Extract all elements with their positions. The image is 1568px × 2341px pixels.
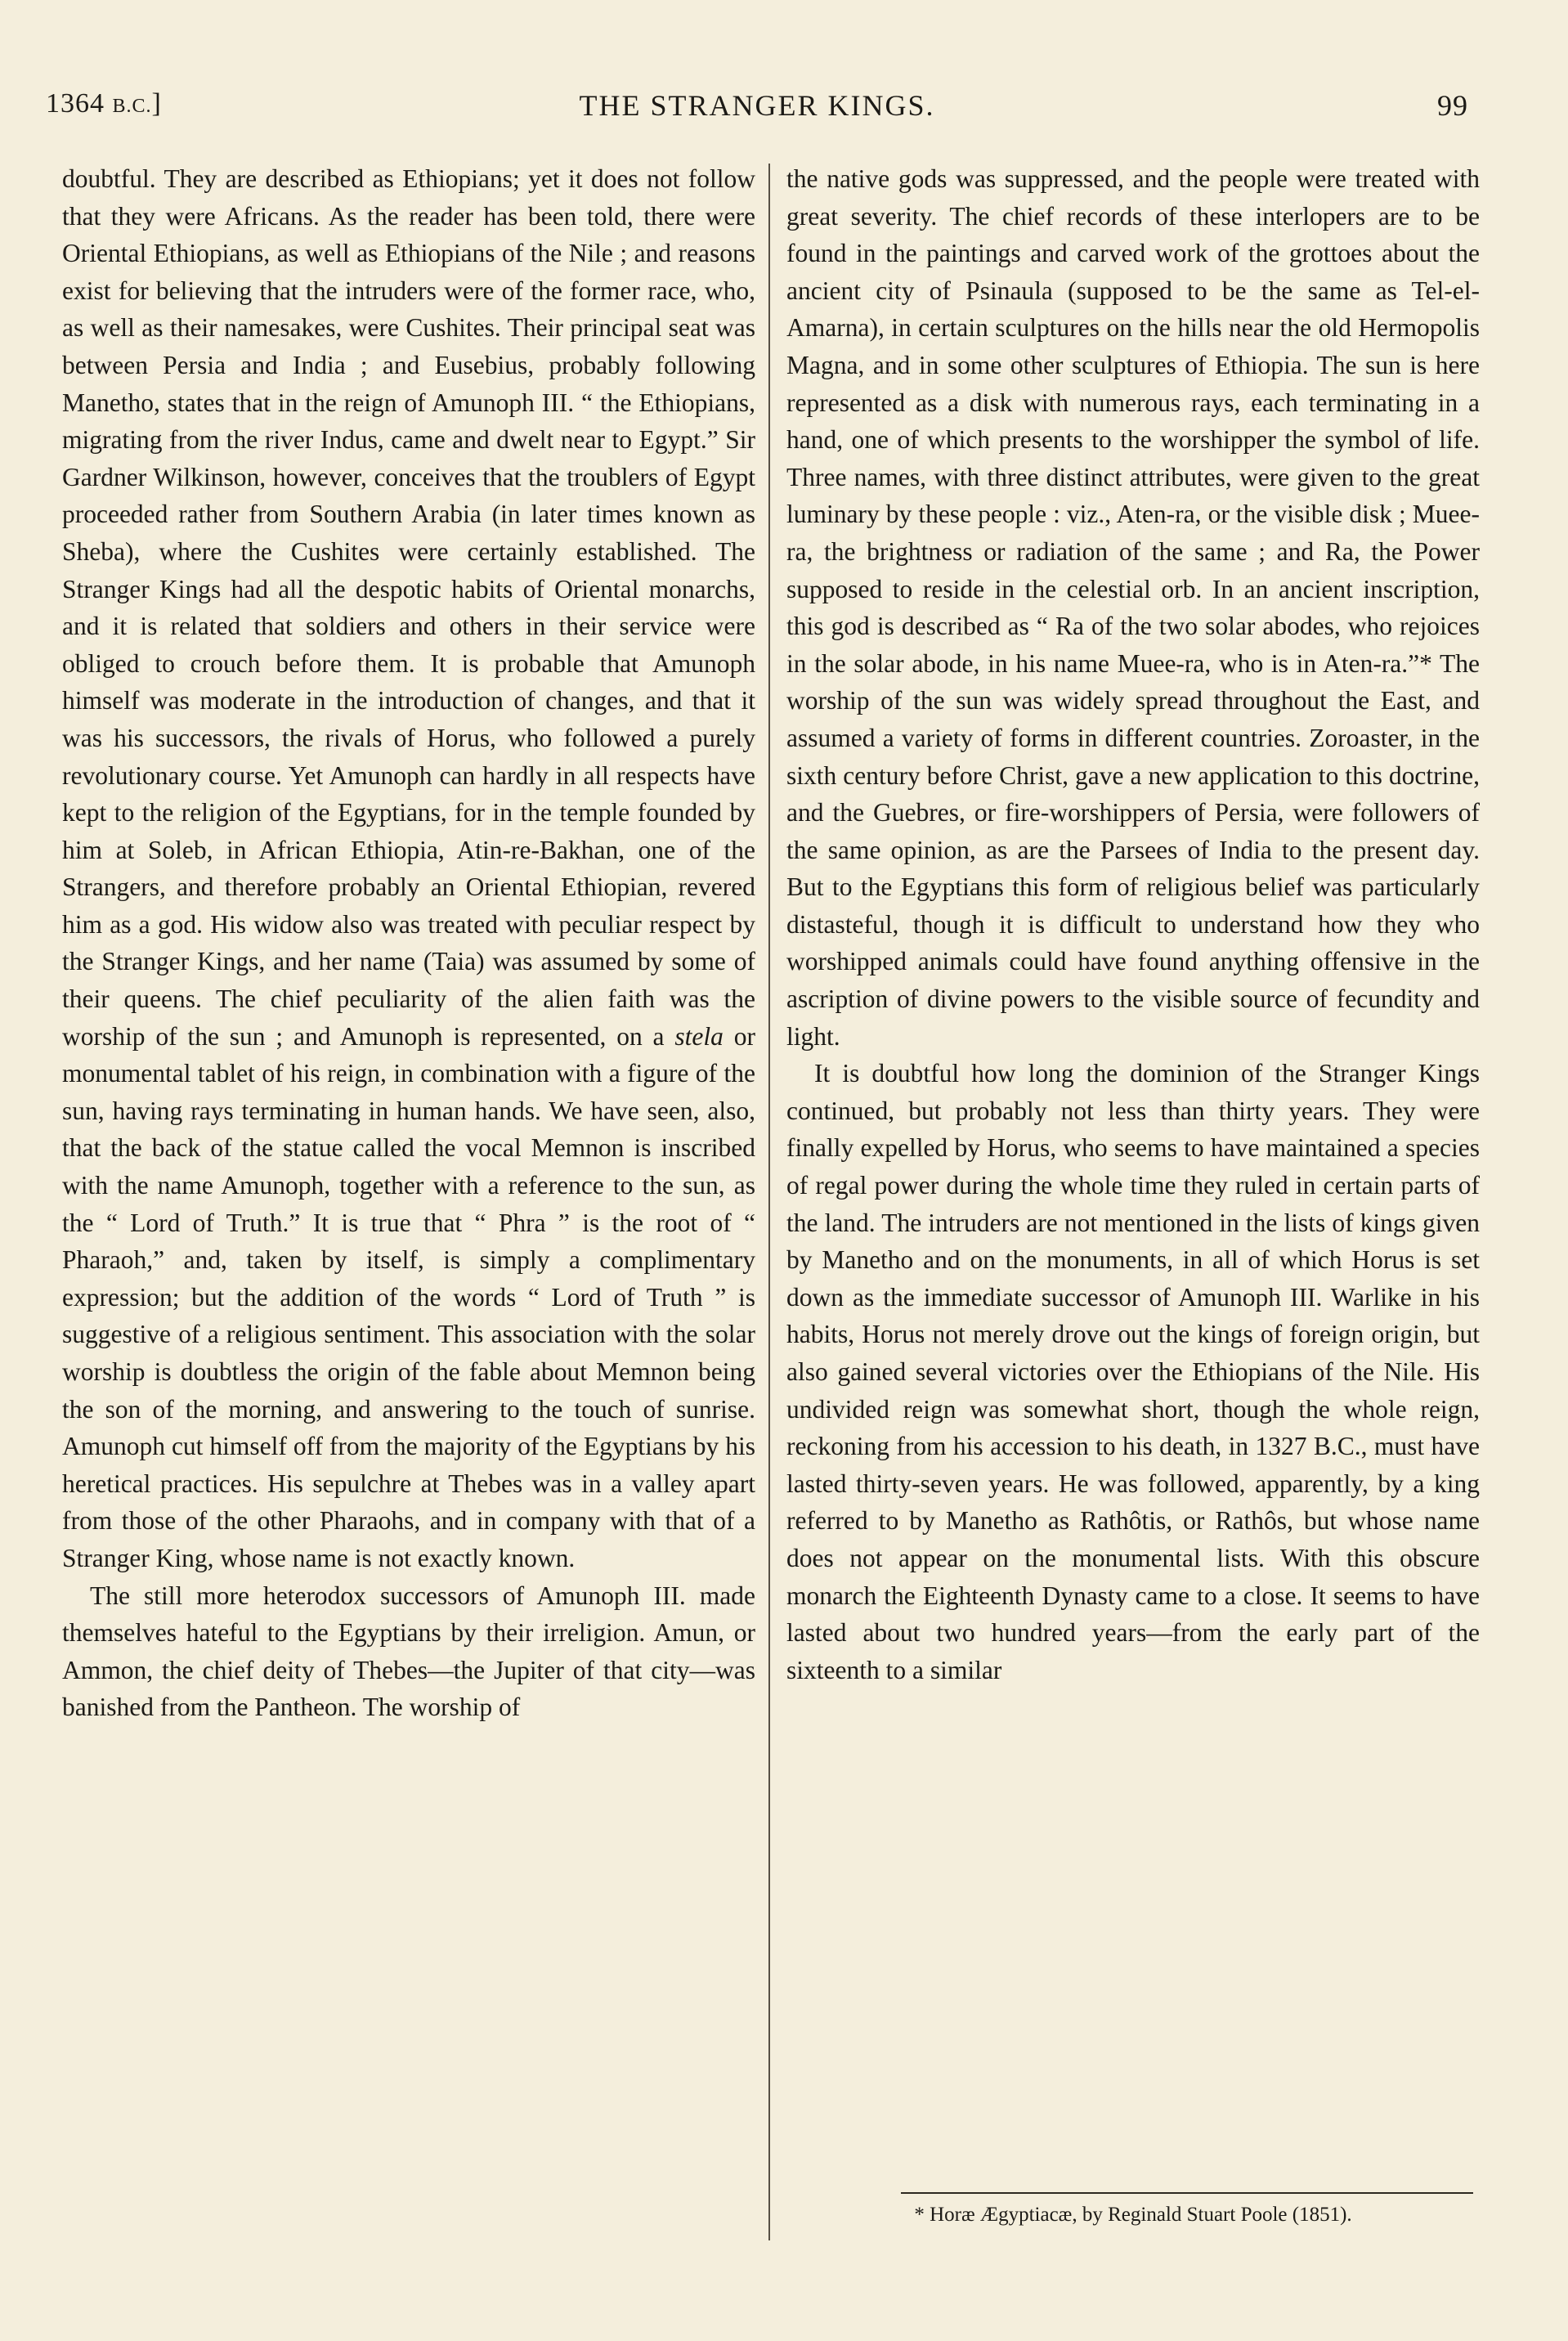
left-paragraph-1-part-a: doubtful. They are described as Ethiopians; yet it does not follow that they were Africans. As the reader has been told, there were Oriental Ethiopians, as well as Ethiopians of the Nile ; and reasons exist for believing that the intruders were of the former race, who, as well as their namesakes, were Cushites. Their principal seat was between Persia and India ; and Eusebius, probably following Manetho, states that in the reign of Amunoph III. “ the Ethiopians, migrating from the river Indus, came and dwelt near to Egypt.” Sir Gardner Wilkinson, however, conceives that the troublers of Egypt proceeded rather from Southern Arabia (in later times known as Sheba), where the Cushites were certainly established. The Stranger Kings had all the despotic habits of Oriental monarchs, and it is related that soldiers and others in their service were obliged to crouch before them. It is probable that Amunoph himself was moderate in the introduction of changes, and that it was his successors, the rivals of Horus, who followed a purely revolutionary course. Yet Amunoph can hardly in all respects have kept to the religion of the Egyptians, for in the temple founded by him at Soleb, in African Ethiopia, Atin-re-Bakhan, one of the Strangers, and therefore probably an Oriental Ethiopian, revered him as a god. His widow also was treated with peculiar respect by the Stranger Kings, and her name (Taia) was assumed by some of their queens. The chief peculiarity of the alien faith was the worship of the sun ; and Amunoph is represented, on a	[62, 164, 755, 1051]
header-bracket: ]	[151, 88, 162, 119]
left-paragraph-1	[62, 160, 755, 1577]
right-paragraph-1: the native gods was suppressed, and the people were treated with great severity. The chief records of these interlopers are to be found in the paintings and carved work of the grottoes about the ancient city of Psinaula (supposed to be the same as Tel-el-Amarna), in certain sculptures on the hills near the old Hermopolis Magna, and in some other sculptures of Ethiopia. The sun is here represented as a disk with numerous rays, each terminating in a hand, one of which presents to the worshipper the symbol of life. Three names, with three distinct attributes, were given to the great luminary by these people : viz., Aten-ra, or the visible disk ; Muee-ra, the brightness or radiation of the same ; and Ra, the Power supposed to reside in the celestial orb. In an ancient inscription, this god is described as “ Ra of the two solar abodes, who rejoices in the solar abode, in his name Muee-ra, who is in Aten-ra.”* The worship of the sun was widely spread throughout the East, and assumed a variety of forms in different countries. Zoroaster, in the sixth century before Christ, gave a new application to this doctrine, and the Guebres, or fire-worshippers of Persia, were followers of the same opinion, as are the Parsees of India to the present day. But to the Egyptians this form of religious belief was particularly distasteful, though it is difficult to understand how they who worshipped animals could have found anything offensive in the ascription of divine powers to the visible source of fecundity and light.	[786, 164, 1480, 1051]
footnote-divider	[901, 2192, 1473, 2194]
page-title: THE STRANGER KINGS.	[579, 89, 935, 122]
right-paragraph-2: It is doubtful how long the dominion of the Stranger Kings continued, but probably not less than thirty years. They were finally expelled by Horus, who seems to have maintained a species of regal power during the whole time they ruled in certain parts of the land. The intruders are not mentioned in the lists of kings given by Manetho and on the monuments, in all of which Horus is set down as the immediate successor of Amunoph III. Warlike in his habits, Horus not merely drove out the kings of foreign origin, but also gained several victories over the Ethiopians of the Nile. His undivided reign was somewhat short, though the whole reign, reckoning from his accession to his death, in 1327 B.C., must have lasted thirty-seven years. He was followed, apparently, by a king referred to by Manetho as Rathôtis, or Rathôs, but whose name does not appear on the monumental lists. With this obscure monarch the Eighteenth Dynasty came to a close. It seems to have lasted about two hundred years—from the early part of the sixteenth to a similar	[786, 1059, 1480, 1684]
stela-term: stela	[674, 1021, 724, 1051]
column-divider	[768, 164, 770, 2240]
running-head	[46, 88, 1468, 129]
header-era: B.C.	[112, 96, 152, 117]
page-number: 99	[1437, 89, 1468, 122]
left-column	[62, 160, 755, 1726]
left-paragraph-2: The still more heterodox successors of Amunoph III. made themselves hateful to the Egyptians by their irreligion. Amun, or Ammon, the chief deity of Thebes—the Jupiter of that city—was banished from the Pantheon. The worship of	[62, 1581, 755, 1722]
header-year: 1364	[46, 88, 105, 119]
footnote: * Horæ Ægyptiacæ, by Reginald Stuart Poole (1851).	[914, 2204, 1352, 2226]
left-paragraph-1-part-b: or monumental tablet of his reign, in combination with a figure of the sun, having rays terminating in human hands. We have seen, also, that the back of the statue called the vocal Memnon is inscribed with the name Amunoph, together with a reference to the sun, as the “ Lord of Truth.” It is true that “ Phra ” is the root of “ Pharaoh,” and, taken by itself, is simply a complimentary expression; but the addition of the words “ Lord of Truth ” is suggestive of a religious sentiment. This association with the solar worship is doubtless the origin of the fable about Memnon being the son of the morning, and answering to the touch of sunrise. Amunoph cut himself off from the majority of the Egyptians by his heretical practices. His sepulchre at Thebes was in a valley apart from those of the other Pharaohs, and in company with that of a Stranger King, whose name is not exactly known.	[62, 1021, 756, 1572]
right-column	[786, 160, 1480, 1688]
